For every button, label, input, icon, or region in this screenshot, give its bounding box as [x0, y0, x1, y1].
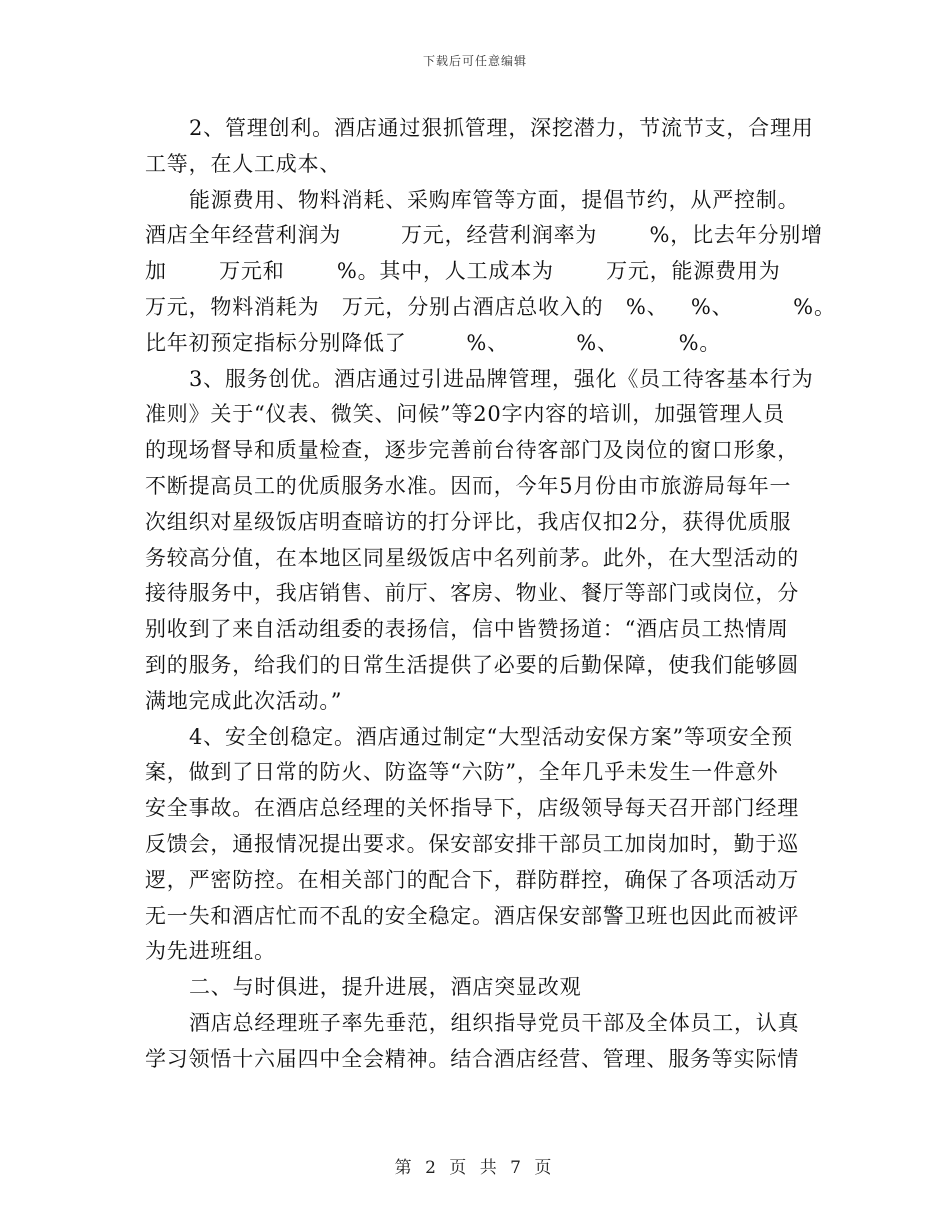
text-line: 酒店全年经营利润为 万元，经营利润率为 %，比去年分别增 [145, 223, 823, 248]
text-line: 准则》关于“仪表、微笑、问候”等20字内容的培训，加强管理人员 [145, 402, 785, 427]
text-line: 工等，在人工成本、 [145, 151, 342, 176]
text-line: 逻，严密防控。在相关部门的配合下，群防群控，确保了各项活动万 [145, 867, 799, 892]
text-line: 不断提高员工的优质服务水准。因而，今年5月份由市旅游局每年一 [145, 473, 792, 498]
text-line: 比年初预定指标分别降低了 %、 %、 %。 [145, 330, 722, 355]
text-line: 满地完成此次活动。” [145, 688, 343, 713]
text-line: 接待服务中，我店销售、前厅、客房、物业、餐厅等部门或岗位，分 [145, 581, 799, 606]
text-line: 的现场督导和质量检查，逐步完善前台待客部门及岗位的窗口形象， [145, 438, 799, 463]
text-line: 万元，物料消耗为 万元，分别占酒店总收入的 %、 %、 %。 [145, 294, 836, 319]
text-line: 能源费用、物料消耗、采购库管等方面，提倡节约，从严控制。 [189, 187, 800, 212]
text-line: 案，做到了日常的防火、防盗等“六防”，全年几乎未发生一件意外 [145, 760, 779, 785]
text-line: 2、管理创利。酒店通过狠抓管理，深挖潜力，节流节支，合理用 [189, 116, 814, 140]
page-number: 第 2 页 共 7 页 [394, 1158, 556, 1178]
text-line: 为先进班组。 [145, 939, 276, 964]
text-line: 酒店总经理班子率先垂范，组织指导党员干部及全体员工，认真 [189, 1010, 800, 1035]
text-line: 加 万元和 %。其中，人工成本为 万元，能源费用为 [145, 259, 781, 284]
text-line: 学习领悟十六届四中全会精神。结合酒店经营、管理、服务等实际情 [145, 1046, 799, 1071]
text-line: 4、安全创稳定。酒店通过制定“大型活动安保方案”等项安全预 [189, 724, 794, 749]
text-line: 反馈会，通报情况提出要求。保安部安排干部员工加岗加时，勤于巡 [145, 831, 799, 856]
text-line: 3、服务创优。酒店通过引进品牌管理，强化《员工待客基本行为 [189, 366, 814, 391]
page-header-note: 下载后可任意编辑 [422, 54, 527, 68]
document-body [145, 111, 836, 1078]
text-line: 别收到了来自活动组委的表扬信，信中皆赞扬道：“酒店员工热情周 [145, 617, 789, 642]
section-heading: 二、与时俱进，提升进展，酒店突显改观 [189, 975, 582, 1000]
text-line: 无一失和酒店忙而不乱的安全稳定。酒店保安部警卫班也因此而被评 [145, 903, 799, 928]
text-line: 次组织对星级饭店明查暗访的打分评比，我店仅扣2分，获得优质服 [145, 509, 792, 534]
text-line: 到的服务，给我们的日常生活提供了必要的后勤保障，使我们能够圆 [145, 652, 799, 677]
text-line: 务较高分值，在本地区同星级饭店中名列前茅。此外，在大型活动的 [145, 545, 799, 570]
text-line: 安全事故。在酒店总经理的关怀指导下，店级领导每天召开部门经理 [145, 796, 799, 821]
